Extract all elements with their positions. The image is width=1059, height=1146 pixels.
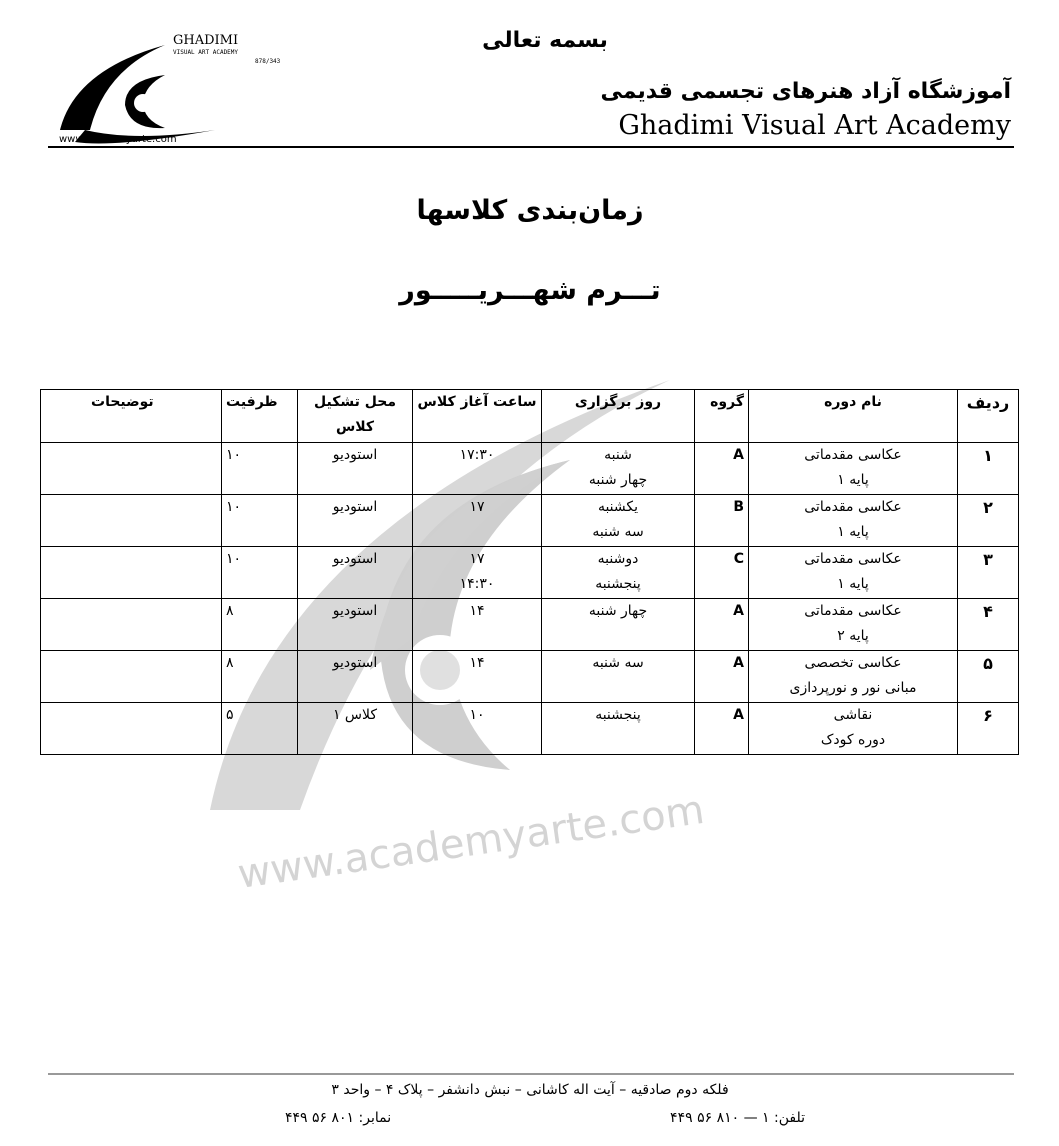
col-course: نام دوره <box>749 390 958 443</box>
row-number-n: ۵ <box>983 654 993 673</box>
table-header-row <box>41 390 1019 443</box>
capacity-cap: ۸ <box>226 603 234 619</box>
cell-start-time <box>413 651 542 703</box>
cell-row-number <box>958 703 1019 755</box>
academy-name-en: Ghadimi Visual Art Academy <box>618 110 1011 141</box>
cell-group <box>695 443 749 495</box>
capacity-cap: ۱۰ <box>226 499 242 515</box>
cell-notes <box>41 651 222 703</box>
course-name-course: عکاسی مقدماتی <box>804 551 902 567</box>
cell-group <box>695 495 749 547</box>
cell-course-name <box>749 703 958 755</box>
cell-course-name <box>749 599 958 651</box>
cell-course-name <box>749 547 958 599</box>
days-day2: سه شنبه <box>592 524 644 540</box>
cell-group <box>695 703 749 755</box>
cell-start-time <box>413 547 542 599</box>
start-time-time1: ۱۴ <box>469 655 485 671</box>
course-name-course: عکاسی تخصصی <box>804 655 902 671</box>
table-row <box>41 703 1019 755</box>
group-group: A <box>733 707 744 723</box>
cell-days <box>542 599 695 651</box>
cell-notes <box>41 599 222 651</box>
group-group: A <box>733 447 744 463</box>
capacity-cap: ۱۰ <box>226 447 242 463</box>
col-group: گروه <box>695 390 749 443</box>
cell-place <box>298 547 413 599</box>
course-name-level: دوره کودک <box>820 732 886 748</box>
course-name-level: پايه ۱ <box>837 524 869 540</box>
cell-group <box>695 547 749 599</box>
place-place: استوديو <box>332 551 378 567</box>
capacity-cap: ۵ <box>226 707 234 723</box>
capacity-cap: ۸ <box>226 655 234 671</box>
page-title: زمان‌بندی کلاسها <box>416 195 644 226</box>
basmala: بسمه تعالی <box>482 28 608 53</box>
course-name-course: عکاسی مقدماتی <box>804 499 902 515</box>
cell-start-time <box>413 495 542 547</box>
cell-row-number <box>958 443 1019 495</box>
cell-capacity <box>222 703 298 755</box>
course-name-level: مبانی نور و نورپردازی <box>789 680 917 696</box>
cell-capacity <box>222 547 298 599</box>
course-name-level: پايه ۱ <box>837 576 869 592</box>
cell-start-time <box>413 443 542 495</box>
group-group: C <box>733 551 744 567</box>
table-row <box>41 651 1019 703</box>
cell-notes <box>41 443 222 495</box>
col-row-number: رديف <box>958 390 1019 443</box>
row-number-n: ۱ <box>983 446 993 465</box>
logo-url: www.academyarte.com <box>59 134 177 145</box>
footer-divider <box>48 1073 1014 1075</box>
cell-days <box>542 495 695 547</box>
start-time-time1: ۱۷ <box>469 499 485 515</box>
place-place: استوديو <box>332 603 378 619</box>
col-day: روز برگزاری <box>542 390 695 443</box>
cell-place <box>298 703 413 755</box>
group-group: A <box>733 603 744 619</box>
days-day1: پنجشنبه <box>595 707 641 723</box>
cell-notes <box>41 495 222 547</box>
cell-start-time <box>413 703 542 755</box>
row-number-n: ۳ <box>983 550 993 569</box>
cell-capacity <box>222 651 298 703</box>
course-name-level: پايه ۲ <box>837 628 869 644</box>
cell-row-number <box>958 495 1019 547</box>
row-number-n: ۶ <box>983 706 993 725</box>
days-day1: يکشنبه <box>597 499 639 515</box>
cell-row-number <box>958 599 1019 651</box>
term-title: تـــرم شهـــريـــــور <box>399 275 661 306</box>
course-name-level: پايه ۱ <box>837 472 869 488</box>
group-group: B <box>733 499 744 515</box>
academy-name-fa: آموزشگاه آزاد هنرهای تجسمی قدیمی <box>600 79 1011 104</box>
start-time-time1: ۱۰ <box>469 707 485 723</box>
footer-address: فلکه دوم صادقيه – آيت اله کاشانی – نبش دانشفر – پلاک ۴ – واحد ۳ <box>331 1082 729 1098</box>
place-place: استوديو <box>332 655 378 671</box>
cell-capacity <box>222 599 298 651</box>
table-row <box>41 443 1019 495</box>
table-row <box>41 599 1019 651</box>
schedule-table <box>40 389 1019 755</box>
course-name-course: عکاسی مقدماتی <box>804 447 902 463</box>
cell-course-name <box>749 495 958 547</box>
logo-sub: VISUAL ART ACADEMY <box>173 49 239 56</box>
footer-fax: نمابر: ۸۰۱ ۵۶ ۴۴۹ <box>285 1110 392 1126</box>
cell-start-time <box>413 599 542 651</box>
col-time: ساعت آغاز کلاس <box>413 390 542 443</box>
cell-capacity <box>222 495 298 547</box>
cell-days <box>542 443 695 495</box>
days-day2: پنجشنبه <box>595 576 641 592</box>
logo-name: GHADIMI <box>173 33 239 48</box>
group-group: A <box>733 655 744 671</box>
start-time-time1: ۱۷:۳۰ <box>459 447 495 463</box>
header-divider <box>48 146 1014 148</box>
cell-course-name <box>749 443 958 495</box>
academy-logo <box>55 30 295 148</box>
course-name-course: عکاسی مقدماتی <box>804 603 902 619</box>
cell-days <box>542 547 695 599</box>
days-day1: شنبه <box>604 447 632 463</box>
cell-row-number <box>958 547 1019 599</box>
footer-phone: تلفن: ۱ — ۸۱۰ ۵۶ ۴۴۹ <box>670 1110 805 1126</box>
col-notes: توضيحات <box>41 390 222 443</box>
cell-notes <box>41 547 222 599</box>
cell-days <box>542 651 695 703</box>
cell-place <box>298 443 413 495</box>
table-row <box>41 495 1019 547</box>
place-place: استوديو <box>332 447 378 463</box>
place-place: کلاس ۱ <box>332 707 378 723</box>
cell-place <box>298 599 413 651</box>
cell-capacity <box>222 443 298 495</box>
days-day1: سه شنبه <box>592 655 644 671</box>
cell-group <box>695 651 749 703</box>
cell-course-name <box>749 651 958 703</box>
capacity-cap: ۱۰ <box>226 551 242 567</box>
logo-code: 878/343 <box>255 58 281 65</box>
cell-notes <box>41 703 222 755</box>
cell-place <box>298 651 413 703</box>
days-day1: دوشنبه <box>597 551 639 567</box>
cell-row-number <box>958 651 1019 703</box>
start-time-time2: ۱۴:۳۰ <box>459 576 495 592</box>
course-name-course: نقاشی <box>833 707 873 723</box>
cell-group <box>695 599 749 651</box>
days-day2: چهار شنبه <box>588 472 648 488</box>
row-number-n: ۴ <box>983 602 993 621</box>
cell-days <box>542 703 695 755</box>
start-time-time1: ۱۴ <box>469 603 485 619</box>
col-capacity: ظرفيت <box>222 390 298 443</box>
col-place: محل تشکيل کلاس <box>298 390 413 443</box>
days-day1: چهار شنبه <box>588 603 648 619</box>
cell-place <box>298 495 413 547</box>
watermark-url: www.academyarte.com <box>234 786 708 898</box>
row-number-n: ۲ <box>983 498 993 517</box>
footer-contact <box>285 1108 805 1128</box>
start-time-time1: ۱۷ <box>469 551 485 567</box>
table-row <box>41 547 1019 599</box>
place-place: استوديو <box>332 499 378 515</box>
